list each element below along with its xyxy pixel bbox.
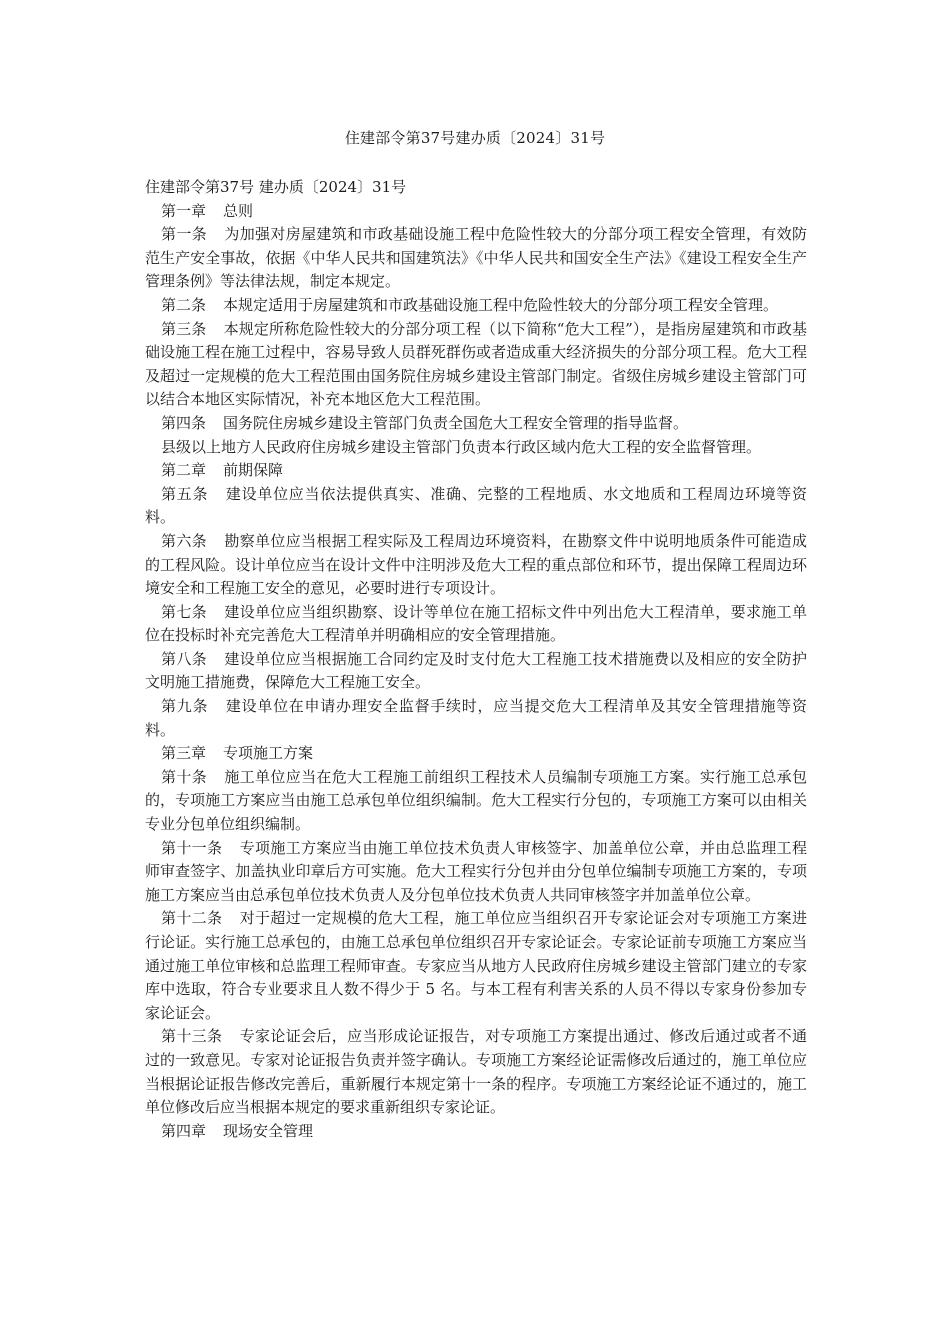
chapter-heading: 第四章 现场安全管理 [161,1121,314,1140]
article-paragraph: 第九条 建设单位在申请办理安全监督手续时，应当提交危大工程清单及其安全管理措施等资料。 [145,697,807,739]
chapter-heading: 第二章 前期保障 [161,461,284,480]
article-paragraph: 第一条 为加强对房屋建筑和市政基础设施工程中危险性较大的分部分项工程安全管理，有效防范生产安全事故，依据《中华人民共和国建筑法》《中华人民共和国安全生产法》《建设工程安全生产管理条例》等法律法规，制定本规定。 [145,225,807,291]
article-paragraph: 第八条 建设单位应当根据施工合同约定及时支付危大工程施工技术措施费以及相应的安全防护文明施工措施费，保障危大工程施工安全。 [145,649,807,692]
article-paragraph: 第三条 本规定所称危险性较大的分部分项工程（以下简称“危大工程”），是指房屋建筑和市政基础设施工程在施工过程中，容易导致人员群死群伤或者造成重大经济损失的分部分项工程。危大工程及超过一定规模的危大工程范围由国务院住房城乡建设主管部门制定。省级住房城乡建设主管部门可以结合本地区实际情况，补充本地区危大工程范围。 [145,319,807,409]
article-paragraph: 第六条 勘察单位应当根据工程实际及工程周边环境资料，在勘察文件中说明地质条件可能造成的工程风险。设计单位应当在设计文件中注明涉及危大工程的重点部位和环节，提出保障工程周边环境安全和工程施工安全的意见，必要时进行专项设计。 [145,531,807,598]
chapter-heading: 第三章 专项施工方案 [161,744,314,763]
article-paragraph: 第五条 建设单位应当依法提供真实、准确、完整的工程地质、水文地质和工程周边环境等资料。 [145,484,807,527]
document-subtitle: 住建部令第37号 建办质〔2024〕31号 [145,178,407,196]
chapter-heading: 第一章 总则 [161,201,254,220]
article-paragraph: 第二条 本规定适用于房屋建筑和市政基础设施工程中危险性较大的分部分项工程安全管理。 [161,295,779,314]
article-paragraph: 第十三条 专家论证会后，应当形成论证报告，对专项施工方案提出通过、修改后通过或者不通过的一致意见。专家对论证报告负责并签字确认。专项施工方案经论证需修改后通过的，施工单位应当根据论证报告修改完善后，重新履行本规定第十一条的程序。专项施工方案经论证不通过的，施工单位修改后应当根据本规定的要求重新组织专家论证。 [145,1027,807,1117]
article-paragraph: 第四条 国务院住房城乡建设主管部门负责全国危大工程安全管理的指导监督。 [161,413,689,432]
article-paragraph: 县级以上地方人民政府住房城乡建设主管部门负责本行政区域内危大工程的安全监督管理。 [161,437,762,456]
article-paragraph: 第十二条 对于超过一定规模的危大工程，施工单位应当组织召开专家论证会对专项施工方案进行论证。实行施工总承包的，由施工总承包单位组织召开专家论证会。专家论证前专项施工方案应当通过施工单位审核和总监理工程师审查。专家应当从地方人民政府住房城乡建设主管部门建立的专家库中选取，符合专业要求且人数不得少于 5 名。与本工程有利害关系的人员不得以专家身份参加专家论证会。 [145,909,807,1022]
article-paragraph: 第十条 施工单位应当在危大工程施工前组织工程技术人员编制专项施工方案。实行施工总承包的，专项施工方案应当由施工总承包单位组织编制。危大工程实行分包的，专项施工方案可以由相关专业分包单位组织编制。 [145,767,807,834]
document-body [145,176,807,1143]
article-paragraph: 第七条 建设单位应当组织勘察、设计等单位在施工招标文件中列出危大工程清单，要求施工单位在投标时补充完善危大工程清单并明确相应的安全管理措施。 [145,602,807,645]
document-title: 住建部令第37号建办质〔2024〕31号 [344,129,606,147]
article-paragraph: 第十一条 专项施工方案应当由施工单位技术负责人审核签字、加盖单位公章，并由总监理工程师审查签字、加盖执业印章后方可实施。危大工程实行分包并由分包单位编制专项施工方案的，专项施工方案应当由总承包单位技术负责人及分包单位技术负责人共同审核签字并加盖单位公章。 [145,838,807,904]
